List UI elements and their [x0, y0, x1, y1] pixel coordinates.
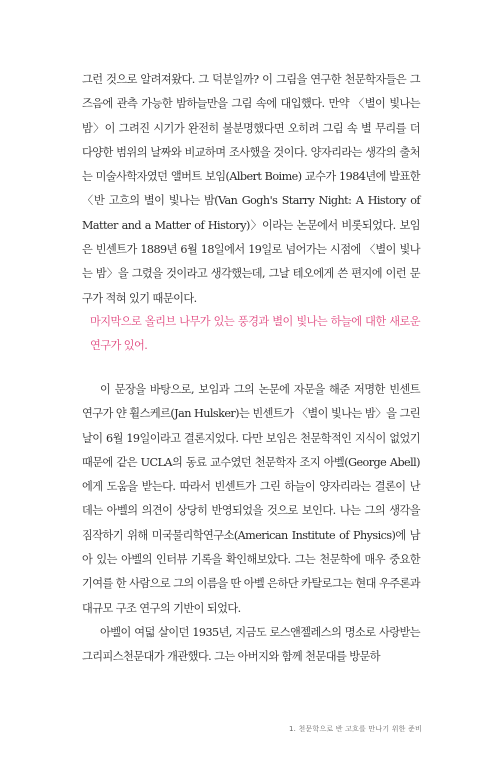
paragraph-1: 그런 것으로 알려져왔다. 그 덕분일까? 이 그림을 연구한 천문학자들은 그즈음에 관측 가능한 밤하늘만을 그림 속에 대입했다. 만약 〈별이 빛나는 밤〉이 그려진 시기가 완전히 불분명했다면 오히려 그림 속 별 무리를 더 다양한 범위의 날짜와 비교하며 조사했을 것이다. 양자리라는 생각의 출처는 미술사학자였던 앨버트 보임(Albert Boime) 교수가 1984년에 발표한 〈반 고흐의 별이 빛나는 밤(Van Gogh's Starry Night: A History of Matter and a Matter of History)〉이라는 논문에서 비롯되었다. 보임은 빈센트가 1889년 6월 18일에서 19일로 넘어가는 시점에 〈별이 빛나는 밤〉을 그렸을 것이라고 생각했는데, 그날 테오에게 쓴 편지에 이런 문구가 적혀 있기 때문이다.	[82, 73, 420, 305]
quote-text: 마지막으로 올리브 나무가 있는 풍경과 별이 빛나는 하늘에 대한 새로운 연구가 있어.	[90, 315, 420, 353]
body-text-top	[82, 68, 420, 311]
running-footer: 1. 천문학으로 반 고흐를 만나기 위한 준비	[288, 725, 422, 733]
paragraph-3: 아벨이 여덟 살이던 1935년, 지금도 로스앤젤레스의 명소로 사랑받는 그리피스천문대가 개관했다. 그는 아버지와 함께 천문대를 방문하	[82, 625, 420, 664]
paragraph-2: 이 문장을 바탕으로, 보임과 그의 논문에 자문을 해준 저명한 빈센트 연구가 얀 휠스케르(Jan Hulsker)는 빈센트가 〈별이 빛나는 밤〉을 그린 날이 6월 19일이라고 결론지었다. 다만 보임은 천문학적인 지식이 없었기 때문에 같은 UCLA의 동료 교수였던 천문학자 조지 아벨(George Abell)에게 도움을 받는다. 따라서 빈센트가 그린 하늘이 양자리라는 결론이 난 데는 아벨의 의견이 상당히 반영되었을 것으로 보인다. 나는 그의 생각을 짐작하기 위해 미국물리학연구소(American Institute of Physics)에 남아 있는 아벨의 인터뷰 기록을 확인해보았다. 그는 천문학에 매우 중요한 기여를 한 사람으로 그의 이름을 딴 아벨 은하단 카탈로그는 현대 우주론과 대규모 구조 연구의 기반이 되었다.	[82, 383, 420, 615]
body-text-bottom	[82, 378, 420, 670]
letter-quote	[90, 310, 420, 359]
